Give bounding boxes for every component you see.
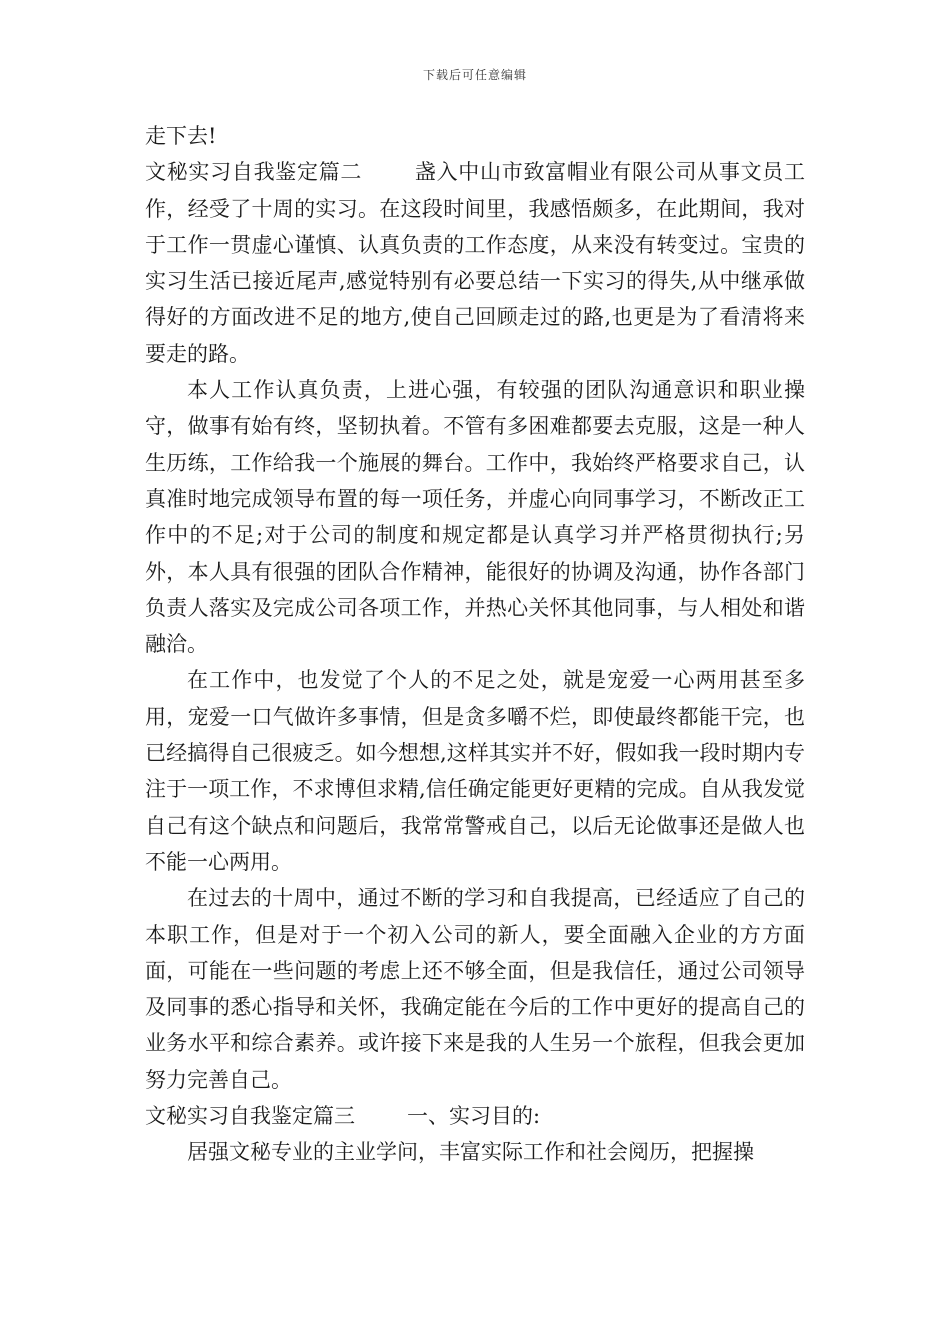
section3-opening	[145, 1098, 805, 1134]
section3-first-line: 居强文秘专业的主业学问，丰富实际工作和社会阅历，把握操	[187, 1140, 754, 1165]
section2-title: 文秘实习自我鉴定篇二	[145, 160, 363, 185]
continuation-line: 走下去!	[145, 124, 217, 148]
section3-title: 文秘实习自我鉴定篇三	[145, 1104, 355, 1129]
section3-subtitle: 一、实习目的:	[407, 1104, 541, 1129]
document-body	[145, 118, 805, 1171]
page-header-note: 下载后可任意编辑	[422, 68, 527, 82]
section2-opening	[145, 154, 805, 372]
section2-intro: 盏入中山市致富帽业有限公司从事文员工作，经受了十周的实习。在这段时间里，我感悟颇多，在此期间，我对于工作一贯虚心谨慎、认真负责的工作态度，从来没有转变过。宝贵的实习生活已接近尾声,感觉特别有必要总结一下实习的得失,从中继承做得好的方面改进不足的地方,使自己回顾走过的路,也更是为了看清将来要走的路。	[145, 160, 806, 366]
section2-paragraph-2: 在工作中，也发觉了个人的不足之处，就是宠爱一心两用甚至多用，宠爱一口气做许多事情，但是贪多嚼不烂，即使最终都能干完，也已经搞得自己很疲乏。如今想想,这样其实并不好，假如我一段时期内专注于一项工作，不求博但求精,信任确定能更好更精的完成。自从我发觉自己有这个缺点和问题后，我常常警戒自己，以后无论做事还是做人也不能一心两用。	[145, 668, 805, 874]
section2-paragraph-3: 在过去的十周中，通过不断的学习和自我提高，已经适应了自己的本职工作，但是对于一个初入公司的新人，要全面融入企业的方方面面，可能在一些问题的考虑上还不够全面，但是我信任，通过公司领导及同事的悉心指导和关怀，我确定能在今后的工作中更好的提高自己的业务水平和综合素养。或许接下来是我的人生另一个旅程，但我会更加努力完善自己。	[145, 886, 805, 1092]
section2-paragraph-1: 本人工作认真负责，上进心强，有较强的团队沟通意识和职业操守，做事有始有终，坚韧执着。不管有多困难都要去克服，这是一种人生历练，工作给我一个施展的舞台。工作中，我始终严格要求自己，认真准时地完成领导布置的每一项任务，并虚心向同事学习，不断改正工作中的不足;对于公司的制度和规定都是认真学习并严格贯彻执行;另外，本人具有很强的团队合作精神，能很好的协调及沟通，协作各部门负责人落实及完成公司各项工作，并热心关怀其他同事，与人相处和谐融洽。	[145, 378, 805, 657]
